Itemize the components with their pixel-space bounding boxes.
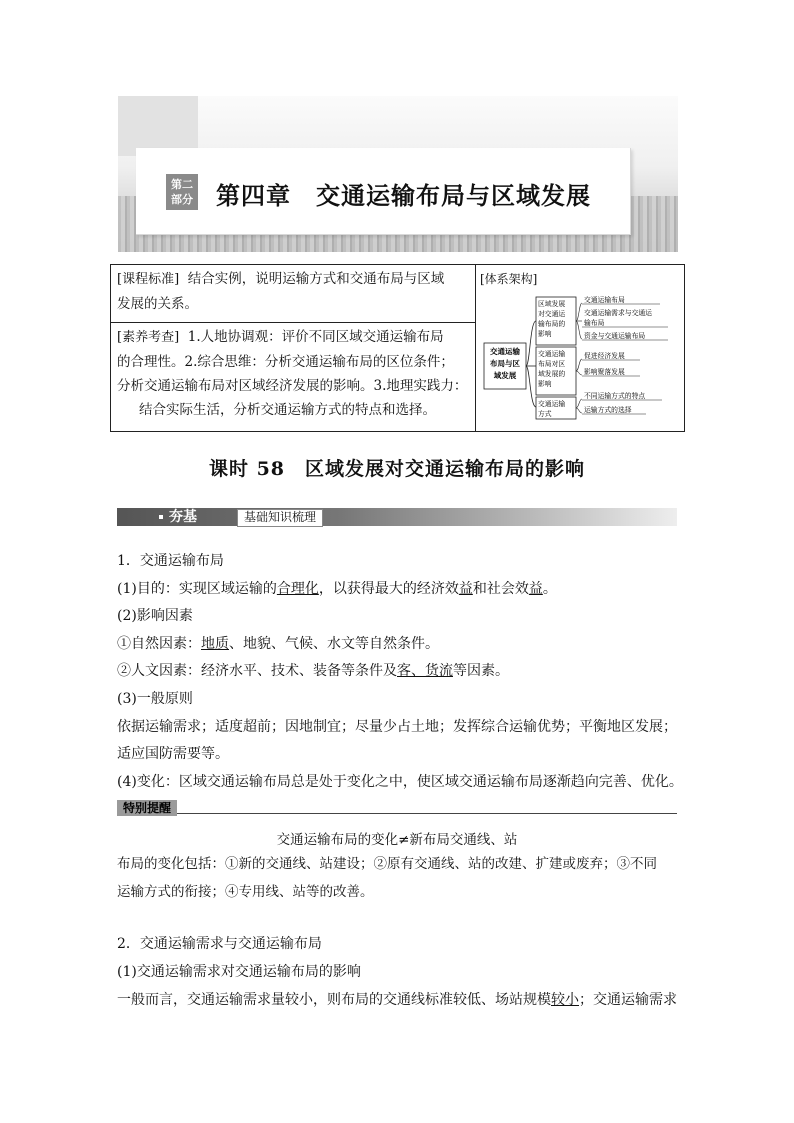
leaf-3-2: 运输方式的选择 — [584, 406, 632, 414]
para-purpose: (1)目的：实现区域运输的合理化，以获得最大的经济效益和社会效益。 — [117, 580, 557, 597]
standard-text-1: 结合实例，说明运输方式和交通布局与区域 — [187, 271, 445, 287]
mindmap-root-line3: 域发展 — [493, 371, 517, 380]
para-principle-1: 依据运输需求；适度超前；因地制宜；尽量少占土地；发挥综合运输优势；平衡地区发展； — [117, 718, 677, 735]
para-human: ②人文因素：经济水平、技术、装备等条件及客、货流等因素。 — [117, 663, 509, 680]
special-tip-body — [117, 850, 682, 906]
mindmap-root-line2: 布局与区 — [490, 359, 520, 368]
mindmap-diagram — [480, 291, 680, 421]
literacy-line-4: 结合实际生活，分析交通运输方式的特点和选择。 — [139, 401, 436, 418]
banner-sky — [118, 96, 198, 156]
mindmap-root-line1: 交通运输 — [490, 347, 520, 356]
heading-1: 1．交通运输布局 — [117, 553, 224, 569]
section-header — [117, 508, 677, 526]
branch-1-line3: 输布局的 — [538, 320, 566, 328]
special-tip-label: 特别提醒 — [117, 800, 177, 816]
chapter-title-bar — [136, 148, 631, 235]
leaf-1-3: 资金与交通运输布局 — [584, 332, 646, 340]
branch-3-line1: 交通运输 — [538, 400, 566, 408]
architecture-cell — [476, 265, 685, 432]
section-sub-label: 基础知识梳理 — [237, 509, 323, 527]
standard-text-2: 发展的关系。 — [117, 296, 198, 312]
tip-line-2: 运输方式的衔接；④专用线、站等的改善。 — [117, 884, 374, 900]
para-demand-text: 一般而言，交通运输需求量较小，则布局的交通线标准较低、场站规模较小；交通运输需求 — [117, 992, 677, 1008]
section-label: 夯基 — [169, 509, 197, 525]
special-tip-title: 交通运输布局的变化≠新布局交通线、站 — [276, 832, 518, 848]
branch-1-line2: 对交通运 — [538, 310, 566, 318]
leaf-2-1: 促进经济发展 — [584, 352, 625, 360]
heading-2: 2．交通运输需求与交通运输布局 — [117, 936, 322, 952]
literacy-line-3: 分析交通运输布局对区域经济发展的影响。3.地理实践力： — [117, 377, 468, 394]
literacy-cell — [111, 322, 476, 431]
para-demand: (1)交通运输需求对交通运输布局的影响 — [117, 964, 361, 980]
para-principle-2: 适应国防需要等。 — [117, 746, 229, 763]
architecture-tag: [体系架构] — [480, 272, 538, 286]
chapter-title: 第四章 交通运输布局与区域发展 — [216, 182, 591, 210]
course-info-table — [110, 264, 685, 432]
standard-tag: [课程标准] — [117, 272, 180, 287]
lesson-title: 课时 58 区域发展对交通运输布局的影响 — [208, 458, 586, 480]
bullet-square-icon — [159, 515, 163, 519]
branch-2-line4: 影响 — [538, 380, 552, 388]
branch-1-line1: 区域发展 — [538, 300, 566, 308]
branch-1-line4: 影响 — [538, 330, 552, 338]
leaf-2-2: 影响聚落发展 — [584, 368, 625, 376]
content-body — [117, 548, 682, 796]
leaf-1-1: 交通运输布局 — [584, 296, 625, 304]
course-standard-cell — [111, 265, 476, 323]
literacy-line-1: 1.人地协调观：评价不同区域交通运输布局 — [187, 328, 444, 345]
content-body-2 — [117, 930, 682, 1014]
para-natural: ①自然因素：地质、地貌、气候、水文等自然条件。 — [117, 635, 439, 652]
literacy-line-2: 的合理性。2.综合思维：分析交通运输布局的区位条件； — [117, 353, 454, 370]
para-factors: (2)影响因素 — [117, 608, 193, 625]
leaf-3-1: 不同运输方式的特点 — [584, 392, 646, 400]
branch-2-line3: 域发展的 — [538, 370, 566, 378]
special-tip-header — [117, 797, 677, 814]
leaf-1-2a: 交通运输需求与交通运 — [584, 309, 652, 317]
para-principle: (3)一般原则 — [117, 690, 193, 707]
branch-2-line1: 交通运输 — [538, 350, 566, 358]
leaf-1-2b: 输布局 — [584, 319, 605, 327]
branch-2-line2: 布局对区 — [538, 360, 566, 368]
literacy-tag: [素养考查] — [117, 329, 180, 345]
para-change: (4)变化：区域交通运输布局总是处于变化之中，使区域交通运输布局逐渐趋向完善、优化。 — [117, 773, 683, 790]
branch-3-line2: 方式 — [538, 410, 552, 418]
part-label: 第二部分 — [166, 174, 198, 210]
tip-line-1: 布局的变化包括：①新的交通线、站建设；②原有交通线、站的改建、扩建或废弃；③不同 — [117, 856, 657, 872]
